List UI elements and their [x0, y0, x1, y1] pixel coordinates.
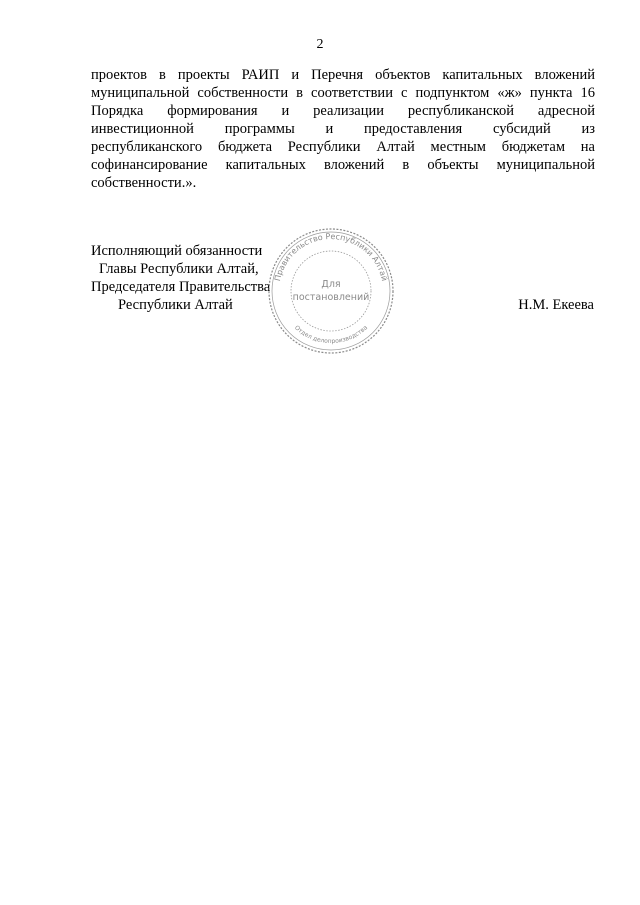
stamp-center-text: Для: [321, 279, 341, 290]
signature-title-line: Председателя Правительства: [91, 279, 271, 295]
official-stamp: [266, 226, 396, 356]
stamp-center-text: постановлений: [292, 292, 370, 303]
signature-title-line: Главы Республики Алтай,: [99, 261, 259, 277]
body-line: республиканского бюджета Республики Алтай местным бюджетам на: [91, 139, 595, 155]
body-paragraph: [91, 66, 595, 192]
signature-title-block: [91, 242, 270, 314]
signature-title-line: Республики Алтай: [118, 297, 233, 313]
stamp-inner-ring: [291, 251, 371, 331]
stamp-outer-text: Правительство Республики Алтай: [272, 231, 390, 282]
body-line: софинансирование капитальных вложений в объекты муниципальной: [91, 157, 595, 173]
page-number: 2: [316, 37, 324, 52]
signatory-name: Н.М. Екеева: [518, 297, 594, 313]
body-line: собственности.».: [91, 175, 197, 191]
signature-title-line: Исполняющий обязанности: [91, 243, 263, 259]
body-line: Порядка формирования и реализации республиканской адресной: [91, 103, 595, 119]
stamp-outer-text-lower: Отдел делопроизводства: [292, 324, 370, 346]
body-line: проектов в проекты РАИП и Перечня объектов капитальных вложений: [91, 67, 595, 83]
body-line: инвестиционной программы и предоставления субсидий из: [91, 121, 595, 137]
body-line: муниципальной собственности в соответствии с подпунктом «ж» пункта 16: [91, 85, 595, 101]
stamp-outer-ring: [269, 229, 393, 353]
